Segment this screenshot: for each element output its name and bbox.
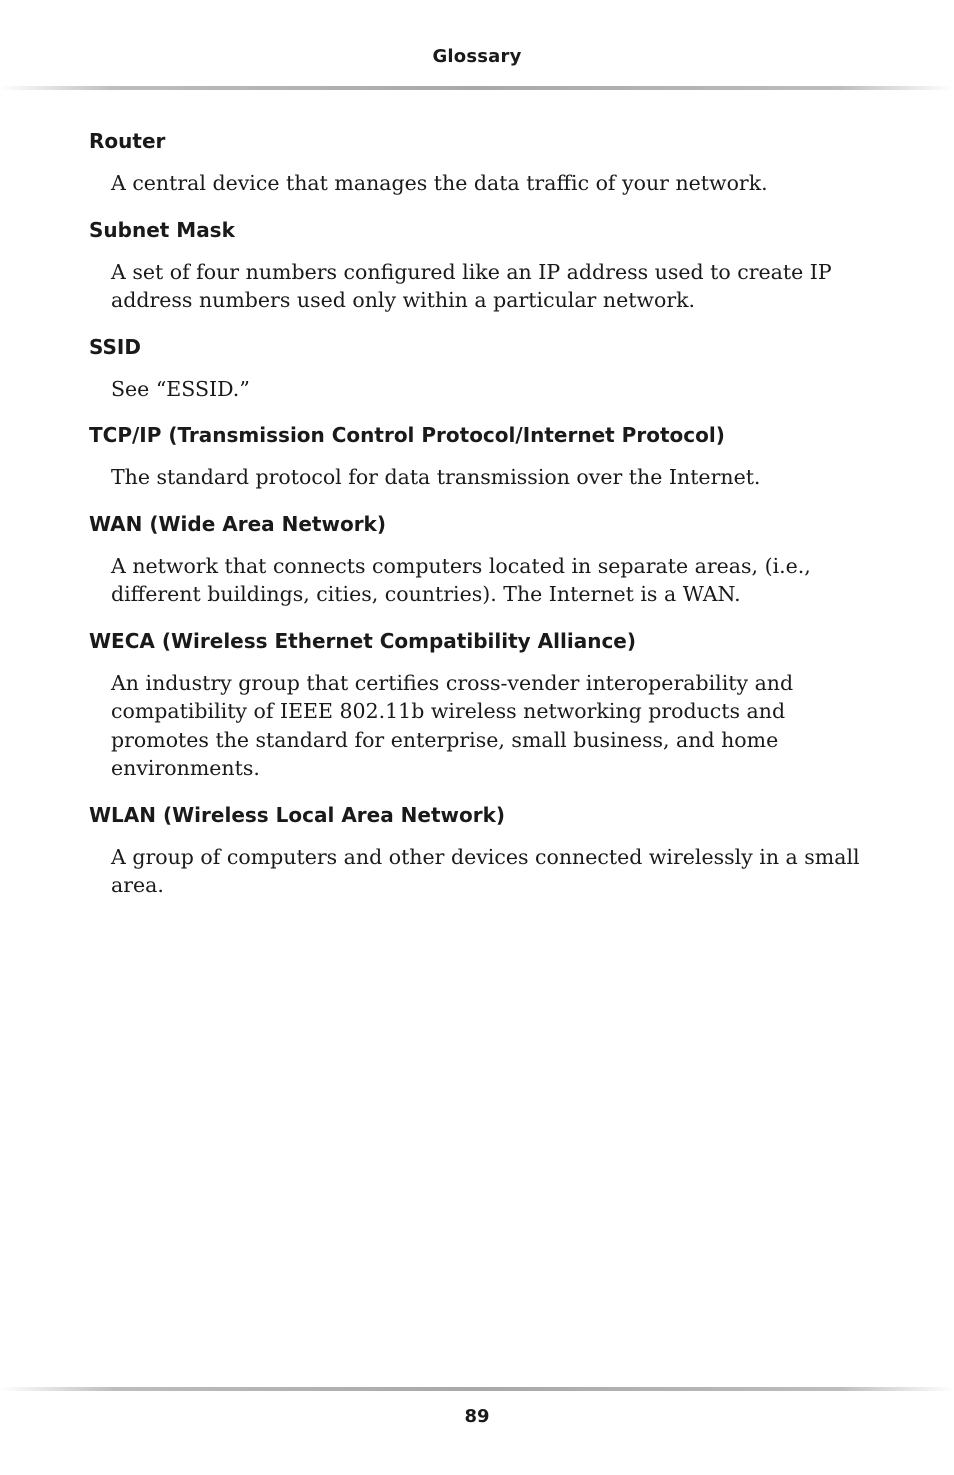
glossary-definition: The standard protocol for data transmission over the Internet. bbox=[111, 465, 761, 489]
glossary-definition: A set of four numbers configured like an IP address used to create IP address numbers used only within a particular network. bbox=[111, 259, 832, 312]
header-rule bbox=[0, 86, 954, 90]
glossary-term: Router bbox=[89, 129, 166, 153]
glossary-definition: A group of computers and other devices connected wirelessly in a small area. bbox=[111, 844, 860, 897]
glossary-term: WLAN (Wireless Local Area Network) bbox=[89, 802, 506, 827]
glossary-definition: A central device that manages the data traffic of your network. bbox=[111, 171, 768, 195]
page-header-title: Glossary bbox=[432, 46, 522, 67]
page-number: 89 bbox=[464, 1406, 490, 1427]
glossary-entry bbox=[89, 333, 869, 404]
footer-rule bbox=[0, 1387, 954, 1391]
glossary-definition: An industry group that certifies cross-vender interoperability and compatibility of IEEE 802.11b wireless networking products and promotes the standard for enterprise, small business, and home environments. bbox=[111, 670, 794, 780]
glossary-entry bbox=[89, 510, 869, 609]
glossary-entry bbox=[89, 801, 869, 900]
glossary-term: Subnet Mask bbox=[89, 217, 235, 242]
glossary-term: TCP/IP (Transmission Control Protocol/Internet Protocol) bbox=[89, 423, 725, 447]
glossary-entry bbox=[89, 216, 869, 315]
glossary-content bbox=[89, 127, 869, 918]
glossary-term: WAN (Wide Area Network) bbox=[89, 511, 386, 536]
glossary-entry bbox=[89, 421, 869, 492]
glossary-entry bbox=[89, 627, 869, 783]
glossary-term: WECA (Wireless Ethernet Compatibility Alliance) bbox=[89, 628, 637, 653]
glossary-definition: See “ESSID.” bbox=[111, 376, 250, 401]
glossary-entry bbox=[89, 127, 869, 198]
glossary-definition: A network that connects computers located in separate areas, (i.e., different buildings, cities, countries). The Internet is a WAN. bbox=[111, 553, 811, 606]
glossary-term: SSID bbox=[89, 334, 141, 359]
